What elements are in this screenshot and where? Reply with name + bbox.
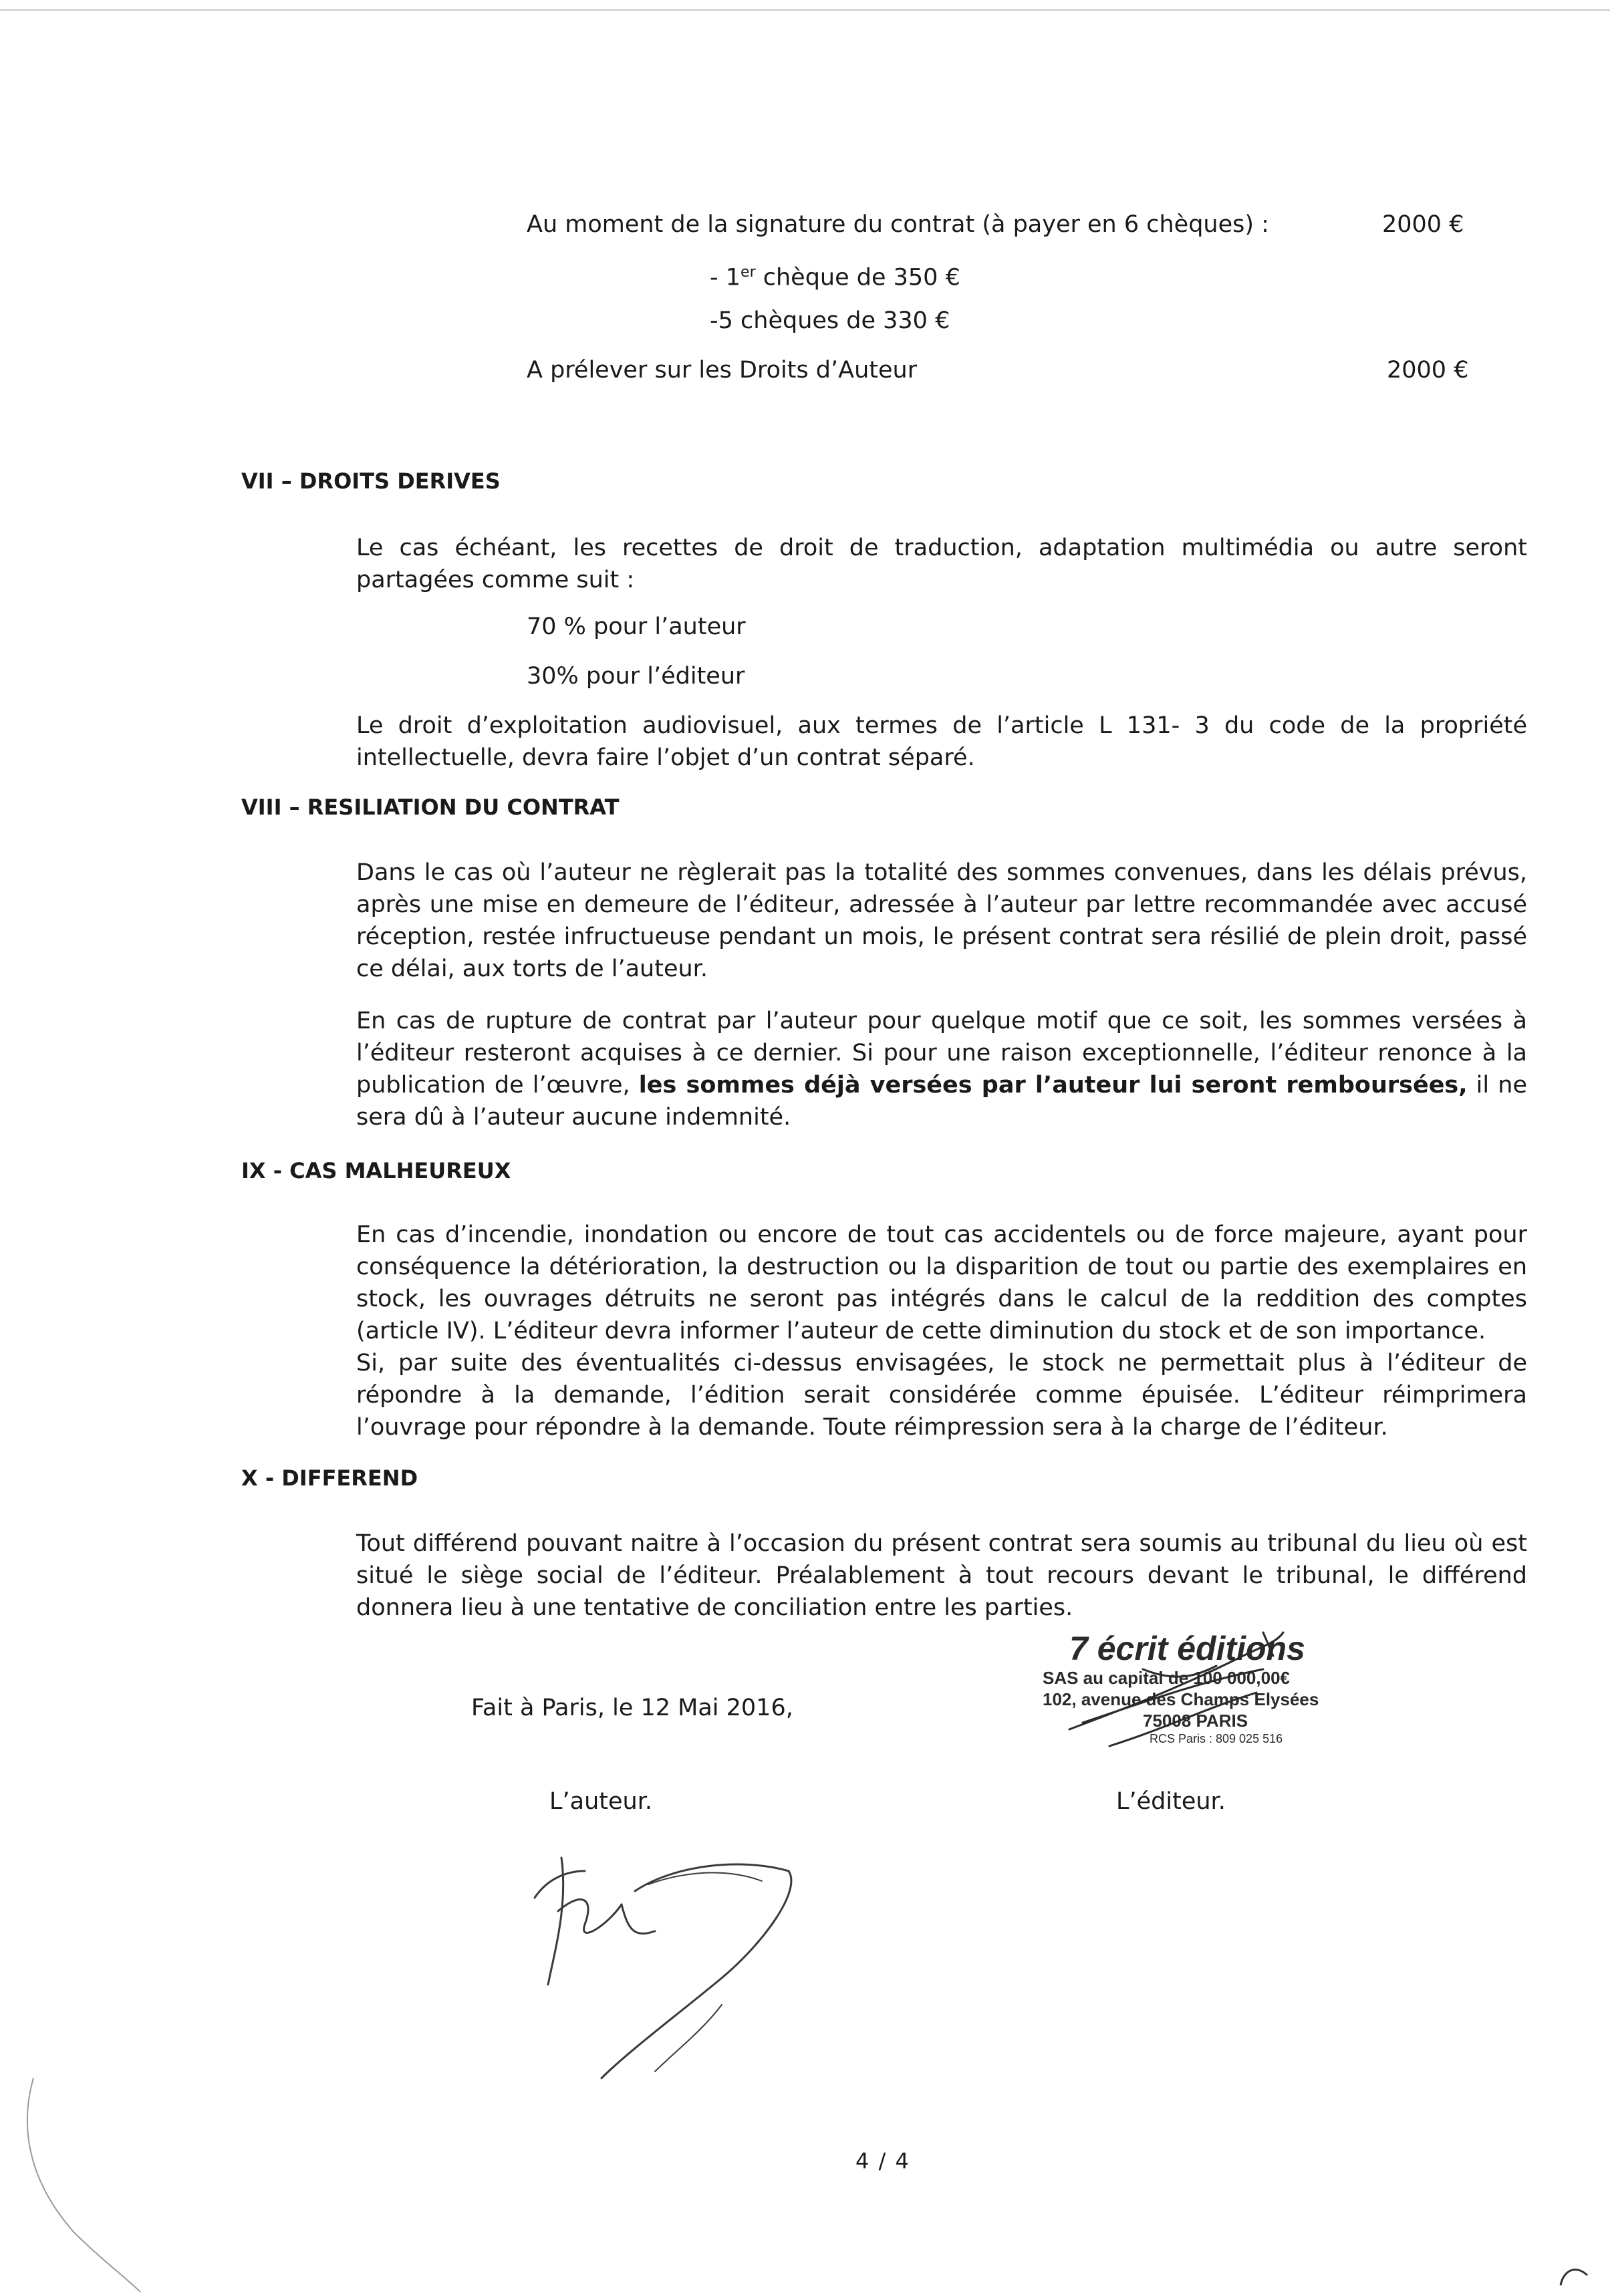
stamp-line-1: 7 écrit éditions: [1069, 1630, 1305, 1667]
stamp-line-5: RCS Paris : 809 025 516: [1150, 1732, 1283, 1745]
section-8-paragraph-1: Dans le cas où l’auteur ne règlerait pas la totalité des sommes convenues, dans les délais prévus, après une mise en demeure de l’éditeur, adressée à l’auteur par lettre recommandée avec accusé réception, restée infructueuse pendant un mois, le présent contrat sera résilié de plein droit, passé ce délai, aux torts de l’auteur.: [356, 859, 1527, 982]
section-8-p2-end: il ne sera dû à l’auteur aucune indemnité.: [356, 1072, 1527, 1131]
royalties-amount: 2000 €: [1387, 357, 1469, 384]
section-7-heading: VII – DROITS DERIVES: [241, 468, 501, 494]
scan-corner-artifact: [1557, 2259, 1597, 2296]
place-and-date: Fait à Paris, le 12 Mai 2016,: [471, 1695, 793, 1721]
page-number: 4 / 4: [855, 2148, 910, 2174]
scan-top-border: [0, 9, 1610, 11]
section-7-paragraph-2: Le droit d’exploitation audiovisuel, aux termes de l’article L 131- 3 du code de la propriété intellectuelle, devra faire l’objet d’un contrat séparé.: [356, 712, 1527, 771]
scan-edge-artifact: [0, 2071, 147, 2296]
section-10-paragraph-1: Tout différend pouvant naitre à l’occasion du présent contrat sera soumis au tribunal du lieu où est situé le siège social de l’éditeur. Préalablement à tout recours devant le tribunal, le différend donnera lieu à une tentative de conciliation entre les parties.: [356, 1530, 1527, 1621]
editor-signature-label: L’éditeur.: [1116, 1788, 1226, 1815]
section-9-heading: IX - CAS MALHEUREUX: [241, 1158, 511, 1183]
share-editor: 30% pour l’éditeur: [527, 663, 745, 690]
share-author: 70 % pour l’auteur: [527, 613, 746, 640]
other-cheques-line: -5 chèques de 330 €: [710, 307, 950, 334]
stamp-line-4: 75008 PARIS: [1143, 1711, 1248, 1731]
editor-company-stamp: [1043, 1629, 1363, 1756]
first-cheque-superscript: er: [741, 264, 756, 281]
first-cheque-rest: chèque de 350 €: [755, 264, 960, 291]
section-9-paragraph-1: En cas d’incendie, inondation ou encore de tout cas accidentels ou de force majeure, ayant pour conséquence la détérioration, la destruction ou la disparition de tout ou partie des exemplaires en stock, les ouvrages détruits ne seront pas intégrés dans le calcul de la reddition des comptes (article IV). L’éditeur devra informer l’auteur de cette diminution du stock et de son importance.: [356, 1222, 1527, 1344]
section-8-heading: VIII – RESILIATION DU CONTRAT: [241, 795, 620, 820]
signing-payment-label: Au moment de la signature du contrat (à payer en 6 chèques) :: [527, 211, 1269, 238]
section-8-paragraph-2: [356, 1005, 1527, 1133]
section-8-p2-start: En cas de rupture de contrat par l’auteur pour quelque motif que ce soit, les sommes versées à l’éditeur resteront acquises à ce dernier. Si pour une raison exceptionnelle, l’éditeur renonce à la publication de l’œuvre,: [356, 1008, 1527, 1099]
section-10-heading: X - DIFFEREND: [241, 1465, 418, 1491]
author-signature-label: L’auteur.: [549, 1788, 652, 1815]
first-cheque-prefix: - 1: [710, 264, 741, 291]
signing-payment-amount: 2000 €: [1382, 211, 1464, 238]
section-8-p2-bold: les sommes déjà versées par l’auteur lui seront remboursées,: [638, 1072, 1468, 1099]
stamp-signature-scribble: [1043, 1629, 1363, 1756]
section-9-paragraph-2: Si, par suite des éventualités ci-dessus envisagées, le stock ne permettait plus à l’éditeur de répondre à la demande, l’édition serait considérée comme épuisée. L’éditeur réimprimera l’ouvrage pour répondre à la demande. Toute réimpression sera à la charge de l’éditeur.: [356, 1350, 1527, 1441]
stamp-line-2: SAS au capital de 100 000,00€: [1043, 1668, 1290, 1688]
author-signature: [521, 1851, 815, 2092]
section-7-paragraph-1: Le cas échéant, les recettes de droit de traduction, adaptation multimédia ou autre seront partagées comme suit :: [356, 535, 1527, 593]
first-cheque-line: [710, 257, 960, 294]
stamp-line-3: 102, avenue des Champs Elysées: [1043, 1689, 1319, 1709]
royalties-label: A prélever sur les Droits d’Auteur: [527, 357, 918, 384]
